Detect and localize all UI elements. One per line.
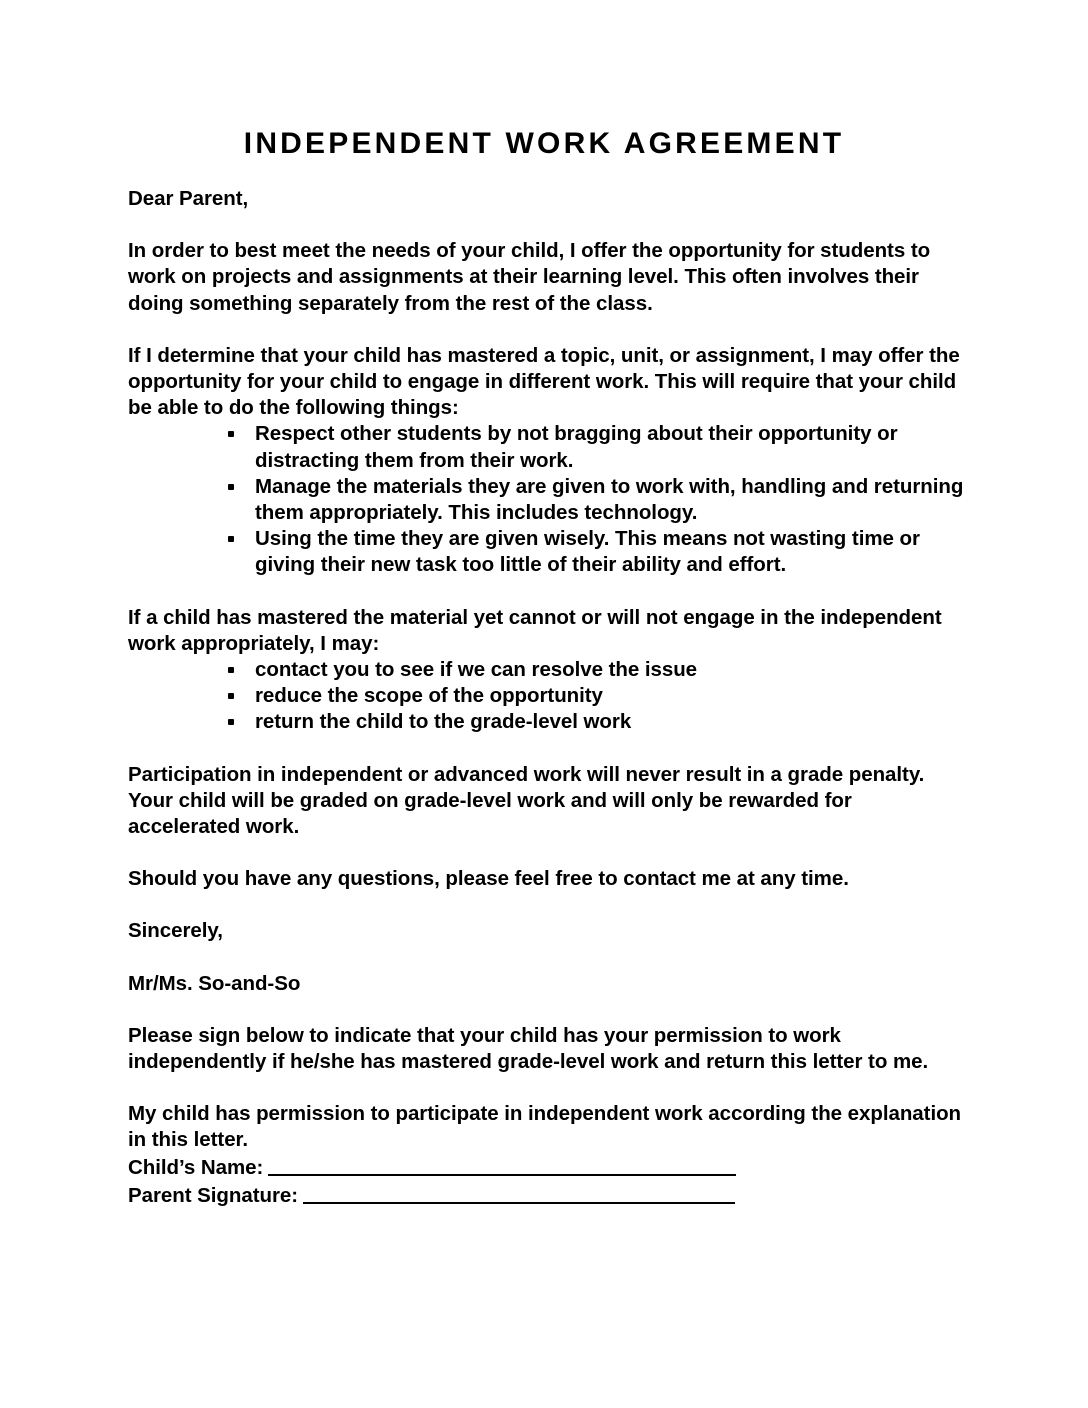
list-item — [128, 683, 966, 709]
bullet-icon — [228, 667, 234, 673]
child-name-label: Child’s Name: — [128, 1155, 264, 1179]
bullet-icon — [228, 693, 234, 699]
closing: Sincerely, — [128, 919, 223, 943]
paragraph-requirements-intro: If I determine that your child has mastered a topic, unit, or assignment, I may offer the opportunity for your child to engage in different work. This will require that your child be able to do the following things: — [128, 343, 960, 420]
consequences-list — [128, 657, 966, 736]
list-item-text: Respect other students by not bragging about their opportunity or distracting them from their work. — [255, 422, 898, 472]
paragraph-questions: Should you have any questions, please feel free to contact me at any time. — [128, 867, 849, 891]
paragraph-grading-policy: Participation in independent or advanced work will never result in a grade penalty. Your child will be graded on grade-level work and will only be rewarded for accelerated work. — [128, 762, 925, 839]
list-item-text: reduce the scope of the opportunity — [255, 684, 603, 708]
list-item — [128, 421, 966, 473]
paragraph-sign-instructions: Please sign below to indicate that your child has your permission to work independently if he/she has mastered grade-level work and return this letter to me. — [128, 1023, 929, 1074]
child-name-input-line[interactable] — [268, 1174, 736, 1176]
page-title: INDEPENDENT WORK AGREEMENT — [243, 127, 845, 160]
list-item — [128, 474, 966, 526]
parent-signature-label: Parent Signature: — [128, 1183, 299, 1207]
paragraph-permission-statement: My child has permission to participate in independent work according the explanation in this letter. — [128, 1102, 962, 1152]
bullet-icon — [228, 431, 234, 437]
bullet-icon — [228, 484, 234, 490]
bullet-icon — [228, 536, 234, 542]
bullet-icon — [228, 719, 234, 725]
list-item — [128, 526, 966, 578]
parent-signature-row — [128, 1182, 966, 1210]
list-item-text: Using the time they are given wisely. This means not wasting time or giving their new task too little of their ability and effort. — [255, 527, 920, 577]
paragraph-consequences-intro: If a child has mastered the material yet cannot or will not engage in the independent work appropriately, I may: — [128, 605, 942, 655]
list-item — [128, 657, 966, 683]
document-body — [128, 186, 966, 1210]
paragraph-intro: In order to best meet the needs of your child, I offer the opportunity for students to work on projects and assignments at their learning level. This often involves their doing something separately from the rest of the class. — [128, 239, 931, 315]
list-item — [128, 709, 966, 735]
signature-block — [128, 1154, 966, 1210]
requirements-list — [128, 421, 966, 578]
parent-signature-input-line[interactable] — [303, 1202, 735, 1204]
list-item-text: Manage the materials they are given to work with, handling and returning them appropriately. This includes technology. — [255, 474, 964, 525]
child-name-row — [128, 1154, 966, 1182]
list-item-text: contact you to see if we can resolve the issue — [255, 658, 698, 682]
signature-name: Mr/Ms. So-and-So — [128, 971, 301, 995]
list-item-text: return the child to the grade-level work — [255, 710, 632, 734]
salutation: Dear Parent, — [128, 187, 249, 210]
